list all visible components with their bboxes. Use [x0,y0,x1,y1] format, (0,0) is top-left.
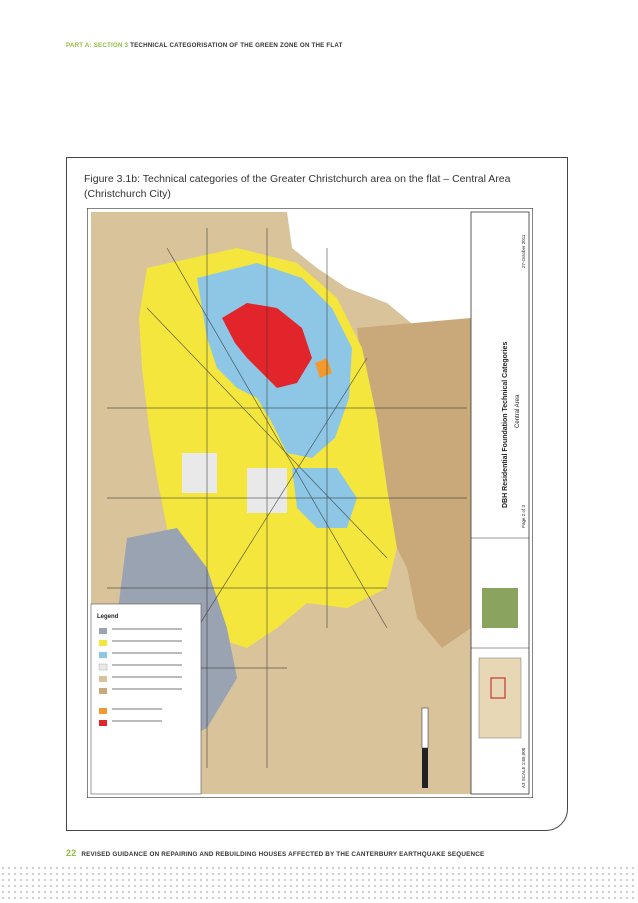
decorative-dot-pattern [0,865,638,903]
page-number: 22 [66,848,77,858]
footer-title: REVISED GUIDANCE ON REPAIRING AND REBUILDING HOUSES AFFECTED BY THE CANTERBURY EARTHQUAKE SEQUENCE [81,851,485,858]
scale-bar [422,708,428,788]
section-title: TECHNICAL CATEGORISATION OF THE GREEN ZONE ON THE FLAT [130,42,343,49]
map-title: DBH Residential Foundation Technical Categories [502,341,509,508]
page-footer [66,848,484,858]
map-page: Page 2 of 3 [521,504,526,528]
map-title-block [471,212,529,794]
map-date: 27-October 2011 [521,234,526,268]
map-image [87,208,533,798]
section-label: PART A: SECTION 3 [66,42,129,49]
map-scale: A3 SCALE 1:65,000 [521,747,526,788]
legend-heading: Legend [97,614,119,620]
figure-frame [66,157,568,831]
map-subtitle: Central Area [515,394,521,428]
running-header [66,42,343,49]
map-legend [91,604,201,794]
map-figure [87,208,533,798]
figure-caption: Figure 3.1b: Technical categories of the Greater Christchurch area on the flat – Central Area (Christchurch City) [84,173,511,200]
